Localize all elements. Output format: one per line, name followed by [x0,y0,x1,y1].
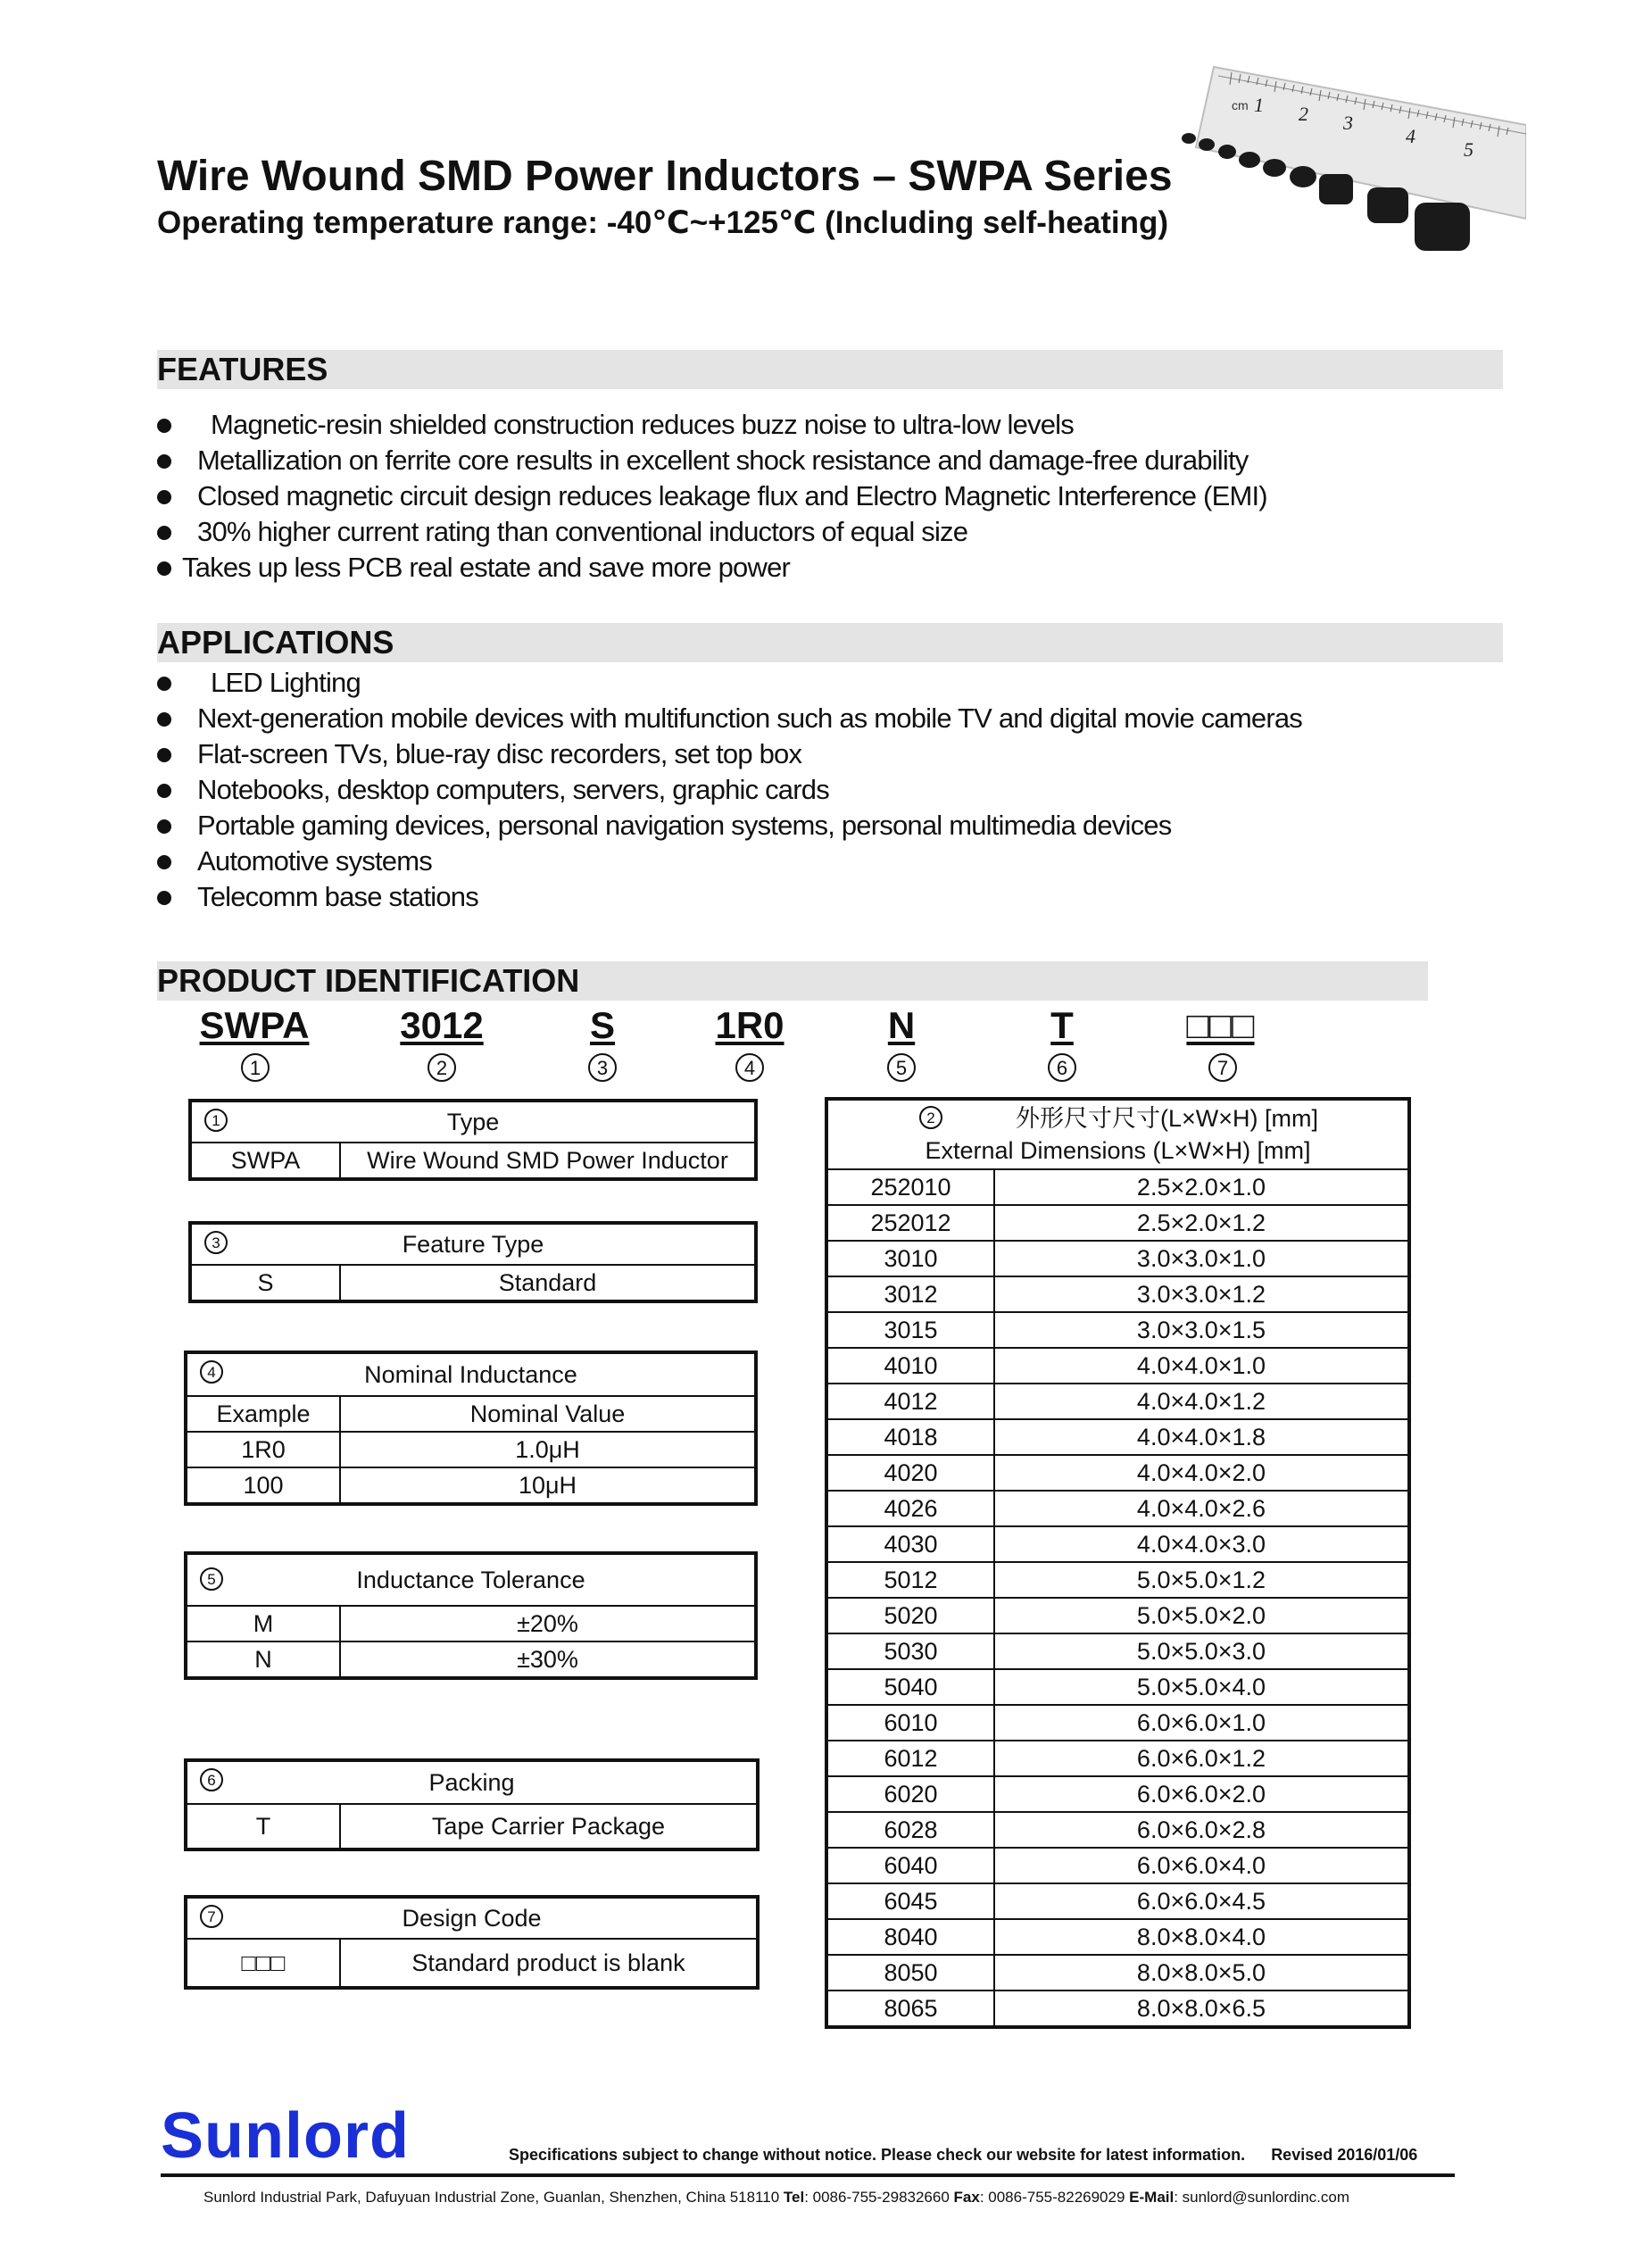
dimension-cell: 6.0×6.0×1.0 [994,1705,1408,1741]
table-row [827,1812,1408,1848]
dimensions-rows [827,1169,1408,2026]
svg-text:6: 6 [207,1772,216,1789]
footer-notice: Specifications subject to change without notice. Please check our website for latest information. Revised 2016/01/06 [509,2146,1418,2164]
code-feature: S [589,1004,615,1046]
table-row [827,1276,1408,1312]
table-row [827,1669,1408,1705]
identification-section-header [157,961,1428,1001]
table-row [827,1312,1408,1348]
svg-text:3: 3 [596,1057,609,1079]
table-row [827,1526,1408,1562]
ruler [1196,67,1526,219]
table-row: 1R0 1.0μH [187,1432,755,1467]
size-code-cell: 8065 [827,1991,994,2026]
bullet-icon [157,419,171,433]
nominal-inductance-table [186,1352,756,1504]
table-row: □□□ Standard product is blank [187,1939,757,1987]
circled-number-5 [885,1051,917,1084]
table-row: M ±20% [187,1606,755,1641]
table-header-row: Example Nominal Value [187,1396,755,1432]
bullet-icon [157,855,171,869]
feature-type-table-title: Feature Type [402,1231,544,1258]
applications-list [157,665,1302,915]
size-code-cell: 6012 [827,1741,994,1776]
size-code-cell: 5030 [827,1633,994,1669]
size-code-cell: 8050 [827,1955,994,1991]
circled-number-1 [203,1107,229,1134]
list-item: Takes up less PCB real estate and save more power [157,550,1267,586]
list-item: Closed magnetic circuit design reduces leakage flux and Electro Magnetic Interference (EMI) [157,478,1267,514]
size-code-cell: 3015 [827,1312,994,1348]
dimension-cell: 4.0×4.0×3.0 [994,1526,1408,1562]
circled-number-4 [734,1051,766,1084]
code-type: SWPA [199,1004,310,1046]
table-row [827,1848,1408,1883]
dimension-cell: 5.0×5.0×2.0 [994,1598,1408,1633]
table-row [827,1598,1408,1633]
external-dimensions-table [826,1099,1409,2027]
dimension-cell: 3.0×3.0×1.5 [994,1312,1408,1348]
page-title: Wire Wound SMD Power Inductors – SWPA Series [157,153,1173,200]
revision-date: Revised 2016/01/06 [1271,2146,1418,2164]
circled-number-2 [426,1051,458,1084]
dimension-cell: 6.0×6.0×4.0 [994,1848,1408,1883]
table-row [827,1955,1408,1991]
table-row [827,1741,1408,1776]
footer-divider [161,2173,1455,2177]
features-heading: FEATURES [157,351,328,387]
dimension-cell: 4.0×4.0×2.6 [994,1491,1408,1526]
circled-number-2 [917,1104,944,1131]
table-row [827,1562,1408,1598]
svg-text:4: 4 [207,1364,216,1381]
circled-number-4 [198,1359,225,1385]
footer-tel: : 0086-755-29832660 [804,2189,950,2206]
circled-number-7 [198,1903,225,1930]
dimension-cell: 4.0×4.0×1.2 [994,1384,1408,1419]
size-code-cell: 6010 [827,1705,994,1741]
svg-text:7: 7 [207,1908,216,1925]
list-item: Next-generation mobile devices with multifunction such as mobile TV and digital movie cameras [157,701,1302,736]
packing-table [186,1760,758,1849]
table-row [827,1919,1408,1955]
dimension-cell: 5.0×5.0×3.0 [994,1633,1408,1669]
size-code-cell: 4026 [827,1491,994,1526]
size-code-cell: 3010 [827,1241,994,1276]
code-dimension: 3012 [400,1004,484,1046]
nominal-inductance-table-title: Nominal Inductance [364,1361,577,1388]
list-item: LED Lighting [157,665,1302,701]
circled-number-3 [586,1051,618,1084]
dimension-cell: 4.0×4.0×1.8 [994,1419,1408,1455]
list-item: Telecomm base stations [157,879,1302,915]
table-row [827,1169,1408,1205]
table-row [827,1205,1408,1241]
table-row [827,1348,1408,1384]
size-code-cell: 4020 [827,1455,994,1491]
dimension-cell: 6.0×6.0×1.2 [994,1741,1408,1776]
size-code-cell: 4030 [827,1526,994,1562]
circled-number-3 [203,1229,229,1256]
bullet-icon [157,561,171,576]
dimension-cell: 6.0×6.0×2.8 [994,1812,1408,1848]
size-code-cell: 6020 [827,1776,994,1812]
svg-text:5: 5 [207,1571,216,1588]
circled-number-6 [198,1766,225,1793]
list-item: Notebooks, desktop computers, servers, graphic cards [157,772,1302,808]
features-list [157,407,1267,586]
table-row: SWPA Wire Wound SMD Power Inductor [191,1143,755,1178]
design-code-table-title: Design Code [402,1905,542,1932]
table-row: S Standard [191,1265,755,1301]
footer-email: : sunlord@sunlordinc.com [1174,2189,1350,2206]
dimension-cell: 8.0×8.0×4.0 [994,1919,1408,1955]
table-row [827,1705,1408,1741]
list-item: Automotive systems [157,844,1302,879]
table-row [827,1455,1408,1491]
svg-text:3: 3 [212,1234,220,1251]
list-item: 30% higher current rating than conventional inductors of equal size [157,514,1267,550]
code-tolerance: N [887,1004,916,1046]
svg-text:6: 6 [1056,1057,1068,1079]
design-code-table [186,1897,758,1988]
size-code-cell: 4012 [827,1384,994,1419]
size-code-cell: 6040 [827,1848,994,1883]
code-packing: T [1050,1004,1074,1046]
dimensions-title-en: External Dimensions (L×W×H) [mm] [925,1137,1311,1164]
svg-text:1: 1 [249,1057,261,1079]
identification-heading: PRODUCT IDENTIFICATION [157,962,580,999]
svg-text:4: 4 [743,1057,756,1079]
size-code-cell: 5020 [827,1598,994,1633]
size-code-cell: 4010 [827,1348,994,1384]
svg-text:5: 5 [895,1057,908,1079]
packing-table-title: Packing [428,1769,515,1796]
code-design: □□□ [1186,1004,1255,1046]
bullet-icon [157,784,171,798]
table-row [827,1241,1408,1276]
type-table-title: Type [446,1109,500,1135]
size-code-cell: 6045 [827,1883,994,1919]
list-item: Portable gaming devices, personal navigation systems, personal multimedia devices [157,808,1302,844]
dimension-cell: 5.0×5.0×4.0 [994,1669,1408,1705]
size-code-cell: 4018 [827,1419,994,1455]
dimension-cell: 2.5×2.0×1.0 [994,1169,1408,1205]
svg-text:1: 1 [1254,94,1264,116]
size-code-cell: 252010 [827,1169,994,1205]
table-row [827,1384,1408,1419]
size-code-cell: 252012 [827,1205,994,1241]
size-code-cell: 5040 [827,1669,994,1705]
list-item: Flat-screen TVs, blue-ray disc recorders, set top box [157,736,1302,772]
size-code-cell: 6028 [827,1812,994,1848]
list-item: Metallization on ferrite core results in excellent shock resistance and damage-free durability [157,443,1267,478]
bullet-icon [157,454,171,469]
dimension-cell: 2.5×2.0×1.2 [994,1205,1408,1241]
table-row: T Tape Carrier Package [187,1804,757,1849]
bullet-icon [157,490,171,504]
size-code-cell: 5012 [827,1562,994,1598]
dimension-cell: 5.0×5.0×1.2 [994,1562,1408,1598]
bullet-icon [157,891,171,905]
bullet-icon [157,712,171,727]
list-item: Magnetic-resin shielded construction reduces buzz noise to ultra-low levels [157,407,1267,443]
inductance-tolerance-table [186,1553,756,1678]
circled-number-1 [239,1051,271,1084]
inductance-tolerance-table-title: Inductance Tolerance [356,1567,585,1593]
table-row [827,1883,1408,1919]
svg-text:1: 1 [212,1112,220,1129]
circled-number-7 [1207,1051,1239,1084]
table-row [827,1419,1408,1455]
ruler-unit: cm [1232,98,1249,112]
size-code-cell: 8040 [827,1919,994,1955]
svg-text:2: 2 [926,1110,935,1126]
svg-text:2: 2 [1299,103,1308,125]
table-row: N ±30% [187,1641,755,1677]
dimension-cell: 4.0×4.0×2.0 [994,1455,1408,1491]
circled-number-6 [1046,1051,1078,1084]
applications-section-header [157,623,1503,662]
circled-number-5 [198,1566,225,1592]
code-inductance: 1R0 [715,1004,784,1046]
dimension-cell: 3.0×3.0×1.0 [994,1241,1408,1276]
bullet-icon [157,748,171,762]
dimension-cell: 4.0×4.0×1.0 [994,1348,1408,1384]
svg-text:2: 2 [436,1057,448,1079]
svg-text:3: 3 [1343,112,1353,134]
sunlord-logo: Sunlord [161,2100,410,2172]
footer-address: Sunlord Industrial Park, Dafuyuan Industrial Zone, Guanlan, Shenzhen, China 518110 Tel: 0086-755-29832660 Fax: 0086-755-82269029 E-Mail: sunlord@sunlordinc.com [203,2189,1350,2206]
dimension-cell: 8.0×8.0×5.0 [994,1955,1408,1991]
svg-text:7: 7 [1216,1057,1229,1079]
dimension-cell: 3.0×3.0×1.2 [994,1276,1408,1312]
bullet-icon [157,819,171,834]
dimensions-title-cn: 外形尺寸尺寸(L×W×H) [mm] [1015,1105,1318,1132]
feature-type-table [190,1223,756,1301]
svg-text:4: 4 [1406,125,1415,147]
table-row [827,1776,1408,1812]
dimension-cell: 6.0×6.0×4.5 [994,1883,1408,1919]
bullet-icon [157,526,171,540]
features-section-header [157,350,1503,389]
type-table [190,1101,756,1179]
page-subtitle: Operating temperature range: -40℃~+125℃ (Including self-heating) [157,205,1169,240]
dimension-cell: 6.0×6.0×2.0 [994,1776,1408,1812]
table-row [827,1491,1408,1526]
table-row: 100 10μH [187,1467,755,1503]
product-photo [1178,49,1526,290]
dimension-cell: 8.0×8.0×6.5 [994,1991,1408,2026]
size-code-cell: 3012 [827,1276,994,1312]
applications-heading: APPLICATIONS [157,624,394,661]
table-row [827,1633,1408,1669]
bullet-icon [157,677,171,691]
table-row [827,1991,1408,2026]
footer-fax: : 0086-755-82269029 [979,2189,1125,2206]
svg-text:5: 5 [1464,138,1474,161]
